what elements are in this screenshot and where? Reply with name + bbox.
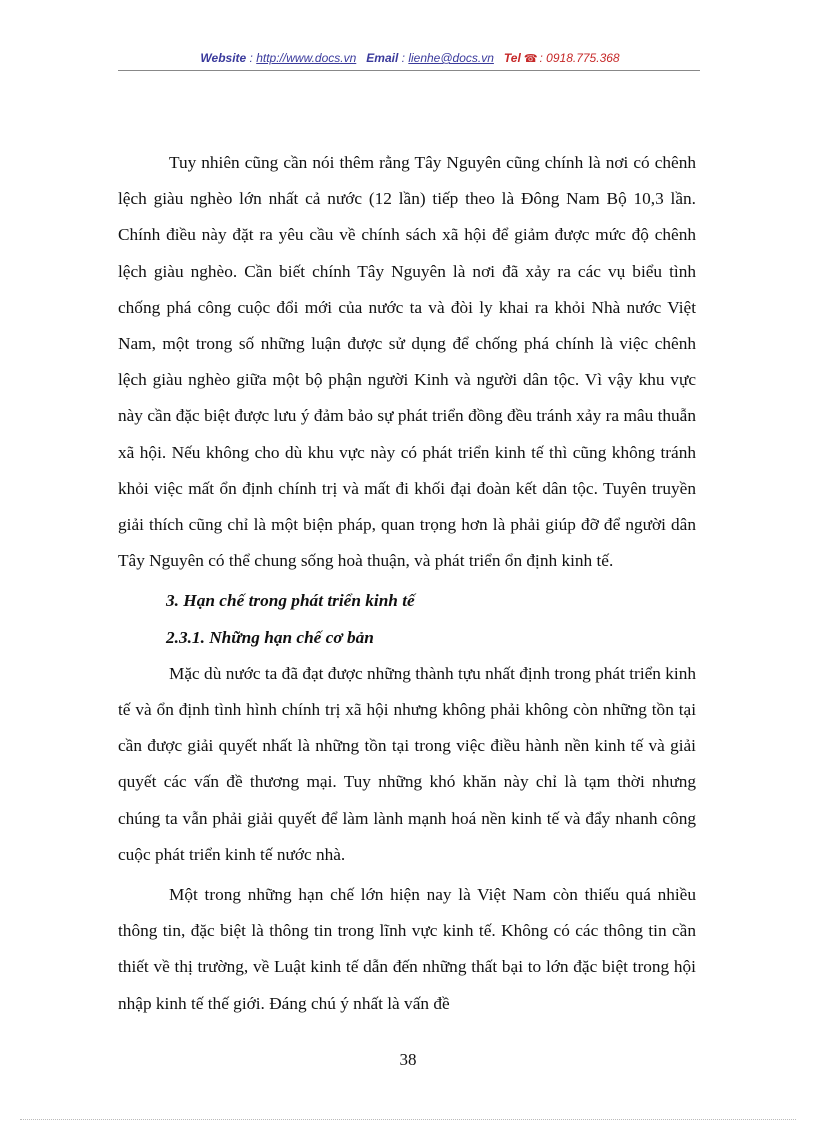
subsection-heading: 2.3.1. Những hạn chế cơ bản xyxy=(166,627,374,647)
phone-icon: ☎ xyxy=(523,53,538,65)
footer-divider xyxy=(20,1119,796,1120)
header-divider xyxy=(118,70,700,71)
email-separator: : xyxy=(398,51,409,65)
website-label: Website xyxy=(200,51,247,65)
section-heading: 3. Hạn chế trong phát triển kinh tế xyxy=(166,591,415,611)
paragraph-1: Tuy nhiên cũng cần nói thêm rằng Tây Nguyên cũng chính là nơi có chênh lệch giàu nghèo lớn nhất cả nước (12 lần) tiếp theo là Đông Nam Bộ 10,3 lần. Chính điều này đặt ra yêu cầu về chính sách xã hội để giảm được mức độ chênh lệch giàu nghèo. Cần biết chính Tây Nguyên là nơi đã xảy ra các vụ biểu tình chống phá công cuộc đổi mới của nước ta và đòi ly khai ra khỏi Nhà nước Việt Nam, một trong số những luận được sử dụng để chống phá chính là việc chênh lệch giàu nghèo giữa một bộ phận người Kinh và người dân tộc. Vì vậy khu vực này cần đặc biệt được lưu ý đảm bảo sự phát triển đồng đều tránh xảy ra mâu thuẫn xã hội. Nếu không cho dù khu vực này có phát triển kinh tế thì cũng không tránh khỏi việc mất ổn định chính trị và mất đi khối đại đoàn kết dân tộc. Tuyên truyền giải thích cũng chỉ là một biện pháp, quan trọng hơn là phải giúp đỡ để người dân Tây Nguyên có thể chung sống hoà thuận, và phát triển ổn định kinh tế. xyxy=(118,153,696,571)
tel-label: Tel xyxy=(503,51,521,65)
email-link[interactable]: lienhe@docs.vn xyxy=(408,51,494,65)
email-label: Email xyxy=(366,51,399,65)
website-link[interactable]: http://www.docs.vn xyxy=(256,51,357,65)
tel-value: : 0918.775.368 xyxy=(539,51,620,65)
page-number: 38 xyxy=(399,1050,417,1069)
paragraph-2: Mặc dù nước ta đã đạt được những thành tựu nhất định trong phát triển kinh tế và ổn định tình hình chính trị xã hội nhưng không phải không còn những tồn tại cần được giải quyết nhất là những tồn tại trong việc điều hành nền kinh tế và giải quyết các vấn đề thương mại. Tuy những khó khăn này chỉ là tạm thời nhưng chúng ta vẫn phải giải quyết để làm lành mạnh hoá nền kinh tế và đẩy nhanh công cuộc phát triển kinh tế nước nhà. xyxy=(118,663,696,864)
document-body xyxy=(118,145,696,1022)
page-header xyxy=(120,51,700,65)
paragraph-3: Một trong những hạn chế lớn hiện nay là Việt Nam còn thiếu quá nhiều thông tin, đặc biệt là thông tin trong lĩnh vực kinh tế. Không có các thông tin cần thiết về thị trường, về Luật kinh tế dẫn đến những thất bại to lớn đặc biệt trong hội nhập kinh tế thế giới. Đáng chú ý nhất là vấn đề xyxy=(118,885,696,1013)
website-separator: : xyxy=(246,51,257,65)
